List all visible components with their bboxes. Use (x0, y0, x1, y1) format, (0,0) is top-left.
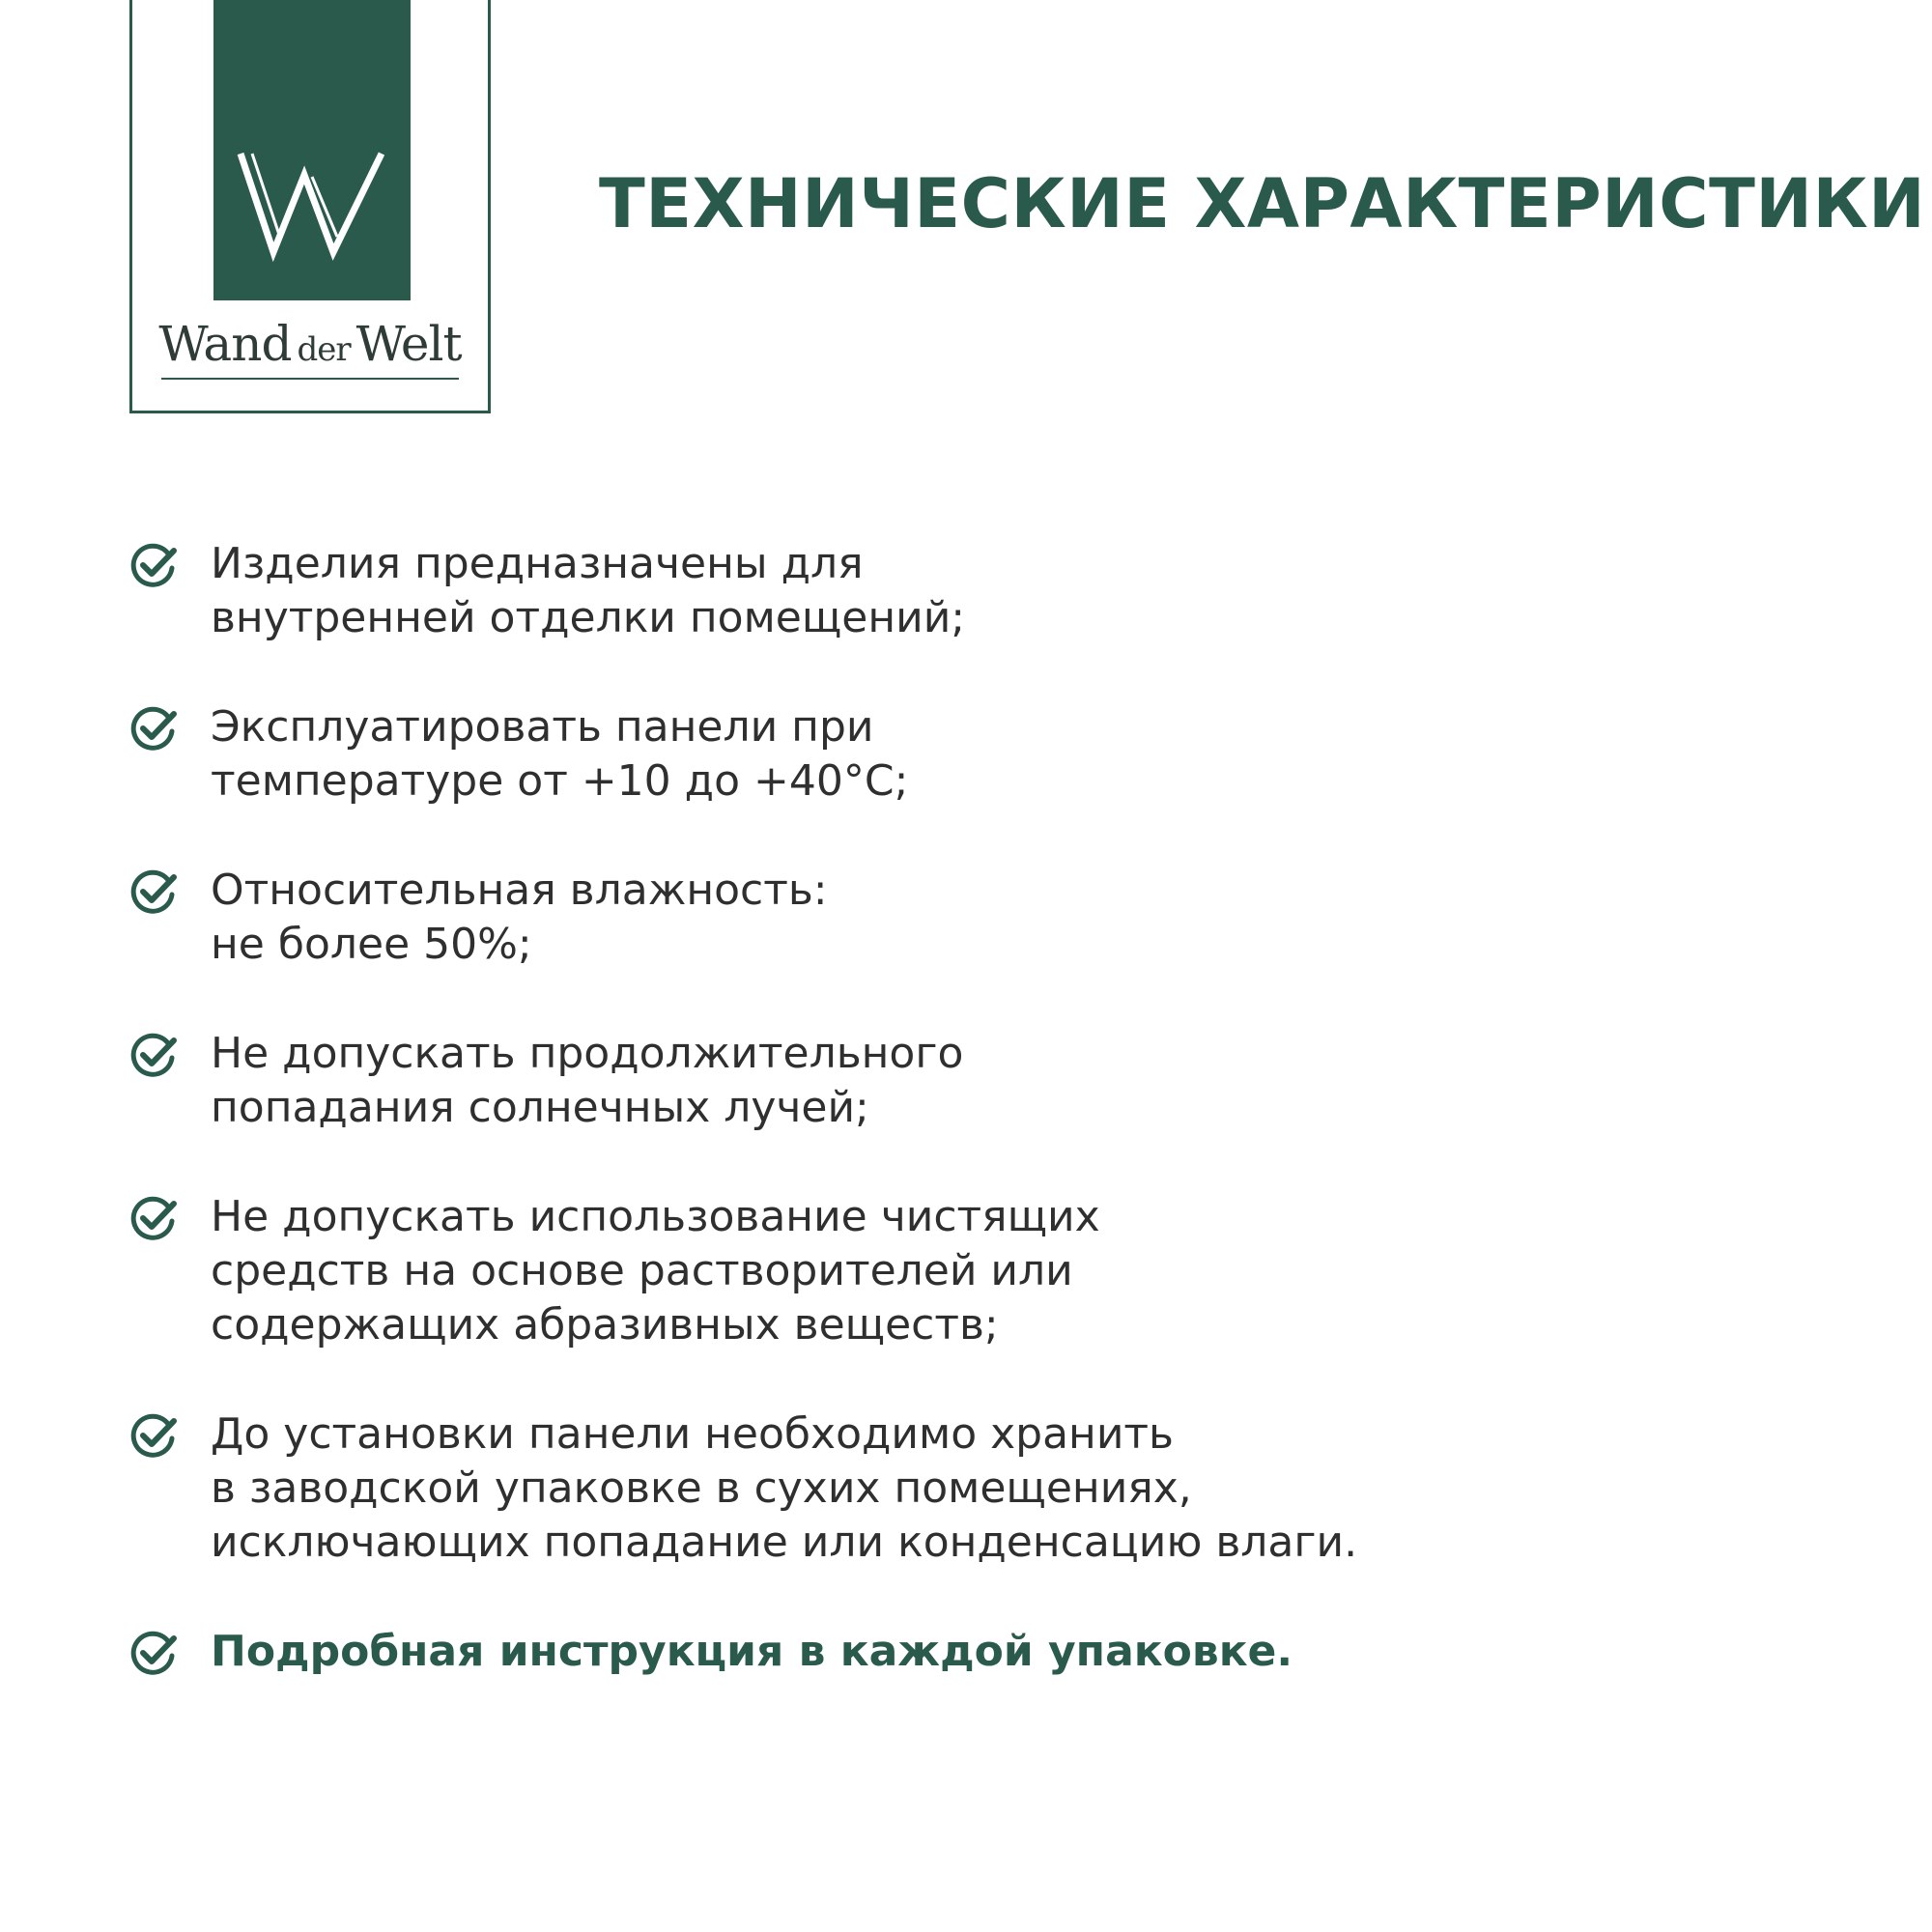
spec-line: Изделия предназначены для (211, 539, 864, 588)
spec-item (129, 1190, 1868, 1352)
spec-line: Не допускать использование чистящих (211, 1192, 1100, 1241)
spec-line: До установки панели необходимо хранить (211, 1409, 1174, 1459)
final-note-text: Подробная инструкция в каждой упаковке. (211, 1627, 1293, 1676)
check-circle-icon (129, 1629, 178, 1677)
spec-item (129, 1407, 1868, 1570)
logo-underline (161, 378, 459, 380)
brand-logo (129, 0, 491, 413)
spec-line: не более 50%; (211, 920, 532, 969)
spec-line: средств на основе растворителей или (211, 1246, 1073, 1295)
spec-line: содержащих абразивных веществ; (211, 1300, 999, 1350)
logo-emblem (213, 0, 411, 300)
spec-item (129, 864, 1868, 972)
spec-line: исключающих попадание или конденсацию влаги. (211, 1518, 1358, 1567)
spec-line: в заводской упаковке в сухих помещениях, (211, 1463, 1192, 1513)
spec-line: температуре от +10 до +40°С; (211, 756, 909, 806)
spec-line: Эксплуатировать панели при (211, 702, 874, 752)
check-circle-icon (129, 867, 178, 916)
spec-item (129, 537, 1868, 645)
check-circle-icon (129, 1194, 178, 1242)
logo-word-der: der (297, 330, 351, 369)
spec-item (129, 700, 1868, 809)
check-circle-icon (129, 1031, 178, 1079)
specs-list (129, 537, 1868, 1734)
check-circle-icon (129, 1411, 178, 1460)
check-circle-icon (129, 704, 178, 753)
final-note-item (129, 1625, 1868, 1679)
spec-line: Относительная влажность: (211, 866, 828, 915)
spec-item (129, 1027, 1868, 1135)
spec-line: внутренней отделки помещений; (211, 593, 966, 642)
spec-line: попадания солнечных лучей; (211, 1083, 869, 1132)
check-circle-icon (129, 541, 178, 589)
logo-wordmark (132, 316, 488, 372)
logo-w-monogram-icon (235, 146, 389, 262)
spec-line: Не допускать продолжительного (211, 1029, 964, 1078)
page-title: ТЕХНИЧЕСКИЕ ХАРАКТЕРИСТИКИ (599, 164, 1926, 243)
logo-word-welt: Welt (355, 316, 462, 372)
logo-word-wand: Wand (158, 316, 292, 372)
